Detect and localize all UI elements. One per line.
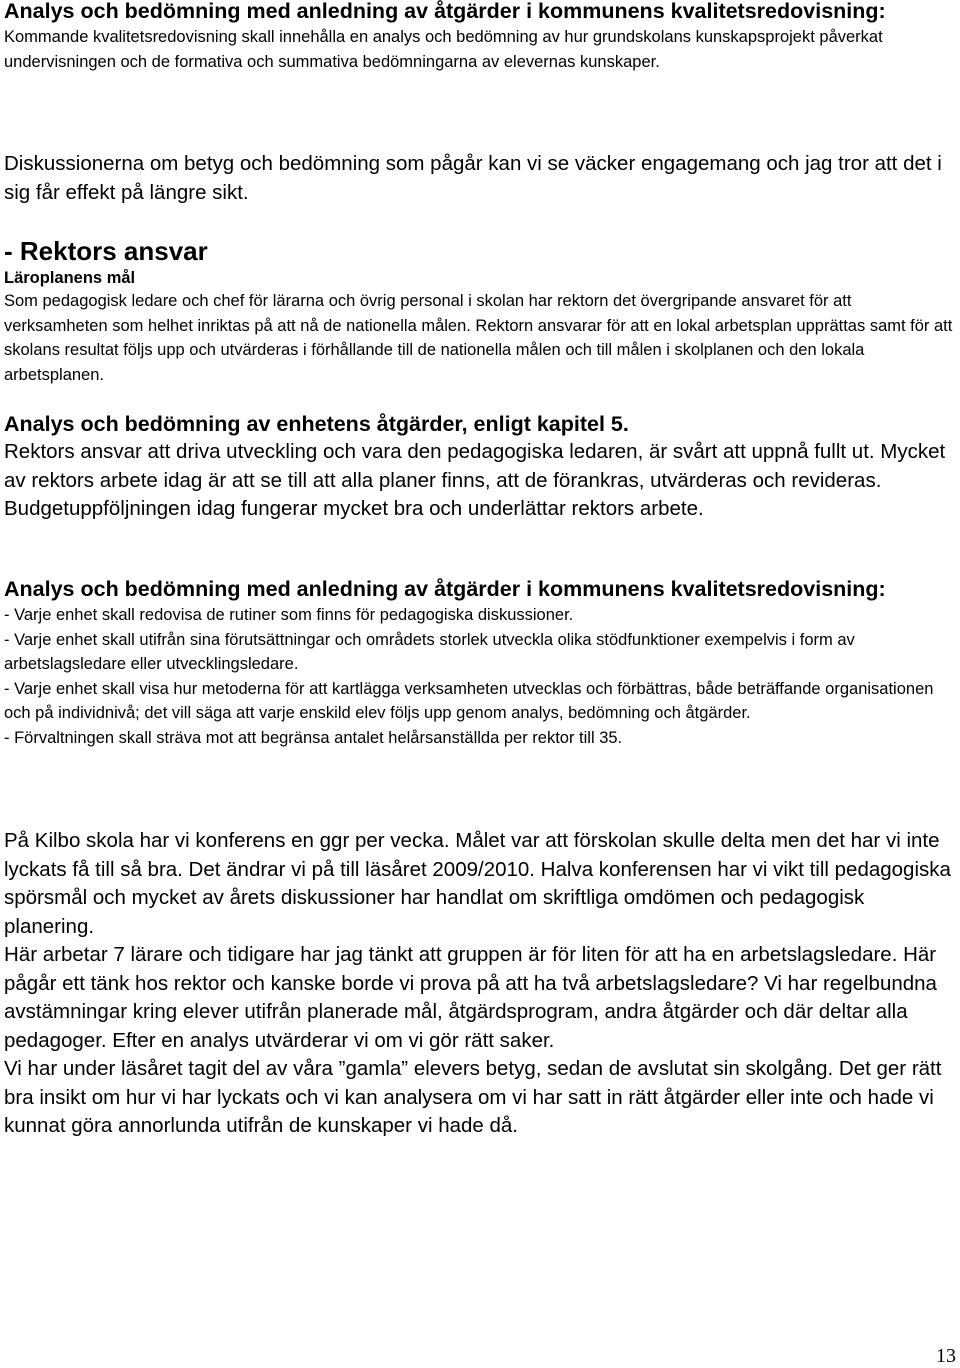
section-rektors-ansvar <box>4 235 958 387</box>
section-kilbo-skola <box>4 827 958 1141</box>
list-item: - Varje enhet skall redovisa de rutiner som finns för pedagogiska diskussioner. <box>4 606 574 624</box>
section-discussion <box>4 150 958 207</box>
list-item: - Varje enhet skall utifrån sina förutsättningar och områdets storlek utveckla olika stödfunktioner exempelvis i form av arbetslagsledare eller utvecklingsledare. <box>4 630 855 673</box>
section-enhetens-atgarder <box>4 410 958 524</box>
list-item: - Förvaltningen skall sträva mot att begränsa antalet helårsanställda per rektor till 35. <box>4 728 623 747</box>
rektors-ansvar-paragraph: Som pedagogisk ledare och chef för lärarna och övrig personal i skolan har rektorn det övergripande ansvaret för att verksamheten som helhet inriktas på att nå de nationella målen. Rektorn ansvarar för att en lokal arbetsplan upprättas samt för att skolans resultat följs upp och utvärderas i förhållande till de nationella målen och till målen i skolplanen och den lokala arbetsplanen. <box>4 292 953 384</box>
section-kvalitetsredovisning-1 <box>4 0 958 74</box>
section-kvalitetsredovisning-2 <box>4 575 958 750</box>
rektors-ansvar-heading: - Rektors ansvar <box>4 236 208 266</box>
laroplanens-mal-subheading: Läroplanens mål <box>4 269 136 287</box>
section-paragraph: Kommande kvalitetsredovisning skall innehålla en analys och bedömning av hur grundskolans kunskapsprojekt påverkat undervisningen och de formativa och summativa bedömningarna av elevernas kunskaper. <box>4 28 883 71</box>
kilbo-paragraph: Här arbetar 7 lärare och tidigare har jag tänkt att gruppen är för liten för att ha en arbetslagsledare. Här pågår ett tänk hos rektor och kanske borde vi prova på att ha två arbetslagsledare? Vi har regelbundna avstämningar kring elever utifrån planerade mål, åtgärdsprogram, andra åtgärder och där deltar alla pedagoger. Efter en analys utvärderar vi om vi gör rätt saker. <box>4 943 937 1052</box>
list-item: - Varje enhet skall visa hur metoderna för att kartlägga verksamheten utvecklas och förbättras, både beträffande organisationen och på individnivå; det vill säga att varje enskild elev följs upp genom analys, bedömning och åtgärder. <box>4 679 934 722</box>
kilbo-paragraph: Vi har under läsåret tagit del av våra ”gamla” elevers betyg, sedan de avslutat sin skolgång. Det ger rätt bra insikt om hur vi har lyckats och vi kan analysera om vi har satt in rätt åtgärder eller inte och hade vi kunnat göra annorlunda utifrån de kunskaper vi hade då. <box>4 1057 942 1137</box>
discussion-paragraph: Diskussionerna om betyg och bedömning som pågår kan vi se väcker engagemang och jag tror att det i sig får effekt på längre sikt. <box>4 152 942 204</box>
enhetens-atgarder-heading: Analys och bedömning av enhetens åtgärder, enligt kapitel 5. <box>4 412 629 436</box>
section-heading: Analys och bedömning med anledning av åtgärder i kommunens kvalitetsredovisning: <box>4 0 886 23</box>
enhetens-atgarder-paragraph: Rektors ansvar att driva utveckling och vara den pedagogiska ledaren, är svårt att uppnå fullt ut. Mycket av rektors arbete idag är att se till att alla planer finns, att de förankras, utvärderas och revideras. Budgetuppföljningen idag fungerar mycket bra och underlättar rektors arbete. <box>4 440 946 520</box>
section-heading: Analys och bedömning med anledning av åtgärder i kommunens kvalitetsredovisning: <box>4 577 886 601</box>
kilbo-paragraph: På Kilbo skola har vi konferens en ggr per vecka. Målet var att förskolan skulle delta men det har vi inte lyckats få till så bra. Det ändrar vi på till läsåret 2009/2010. Halva konferensen har vi vikt till pedagogiska spörsmål och mycket av årets diskussioner har handlat om skriftliga omdömen och pedagogisk planering. <box>4 829 951 938</box>
page-number: 13 <box>936 1345 956 1367</box>
